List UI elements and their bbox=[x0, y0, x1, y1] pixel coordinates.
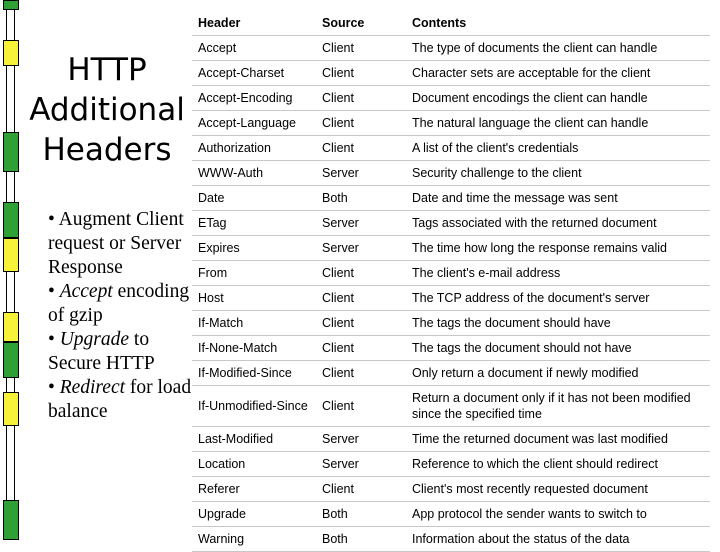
cell-source: Client bbox=[322, 366, 354, 380]
cell-header-name: If-Match bbox=[198, 316, 244, 330]
bullet-prefix: • bbox=[48, 209, 59, 230]
cell-contents: Date and time the message was sent bbox=[412, 191, 618, 205]
decorative-side-bar bbox=[0, 0, 22, 540]
table-row bbox=[192, 452, 710, 477]
cell-header-name: Accept-Encoding bbox=[198, 91, 293, 105]
bullet-text: for load balance bbox=[48, 377, 192, 422]
bullet-prefix: • bbox=[48, 377, 60, 398]
cell-source: Server bbox=[322, 216, 359, 230]
cell-header-name: Date bbox=[198, 191, 225, 205]
cell-header-name: Warning bbox=[198, 532, 245, 546]
cell-contents: The natural language the client can handle bbox=[412, 116, 649, 130]
side-bar-segment bbox=[3, 202, 19, 238]
cell-source: Both bbox=[322, 507, 348, 521]
table-row bbox=[192, 86, 710, 111]
cell-header-name: Accept-Language bbox=[198, 116, 296, 130]
cell-contents: A list of the client's credentials bbox=[412, 141, 579, 155]
cell-header-name: Last-Modified bbox=[198, 432, 274, 446]
title-line: HTTP bbox=[67, 52, 147, 88]
cell-contents: Character sets are acceptable for the client bbox=[412, 66, 651, 80]
table-row bbox=[192, 502, 710, 527]
table-row bbox=[192, 186, 710, 211]
cell-contents: Client's most recently requested document bbox=[412, 482, 648, 496]
column-header-contents: Contents bbox=[412, 16, 467, 30]
table-header-row bbox=[192, 11, 710, 36]
side-bar-segment bbox=[3, 500, 19, 540]
bullet-prefix: • bbox=[48, 281, 60, 302]
table-row bbox=[192, 311, 710, 336]
cell-contents: Security challenge to the client bbox=[412, 166, 582, 180]
cell-header-name: If-Modified-Since bbox=[198, 366, 292, 380]
http-headers-table bbox=[192, 11, 710, 552]
cell-header-name: Upgrade bbox=[198, 507, 246, 521]
cell-contents: The tags the document should have bbox=[412, 316, 611, 330]
bullet-prefix: • bbox=[48, 329, 60, 350]
cell-contents: Only return a document if newly modified bbox=[412, 366, 639, 380]
table-row bbox=[192, 386, 710, 427]
title-line: Headers bbox=[42, 132, 172, 168]
cell-source: Client bbox=[322, 91, 354, 105]
cell-header-name: Expires bbox=[198, 241, 240, 255]
table-row bbox=[192, 336, 710, 361]
bullet-list bbox=[48, 208, 198, 424]
cell-header-name: Host bbox=[198, 291, 224, 305]
cell-header-name: ETag bbox=[198, 216, 227, 230]
cell-source: Client bbox=[322, 141, 354, 155]
cell-source: Client bbox=[322, 291, 354, 305]
cell-header-name: Authorization bbox=[198, 141, 271, 155]
cell-source: Client bbox=[322, 116, 354, 130]
cell-source: Client bbox=[322, 341, 354, 355]
cell-contents: The tags the document should not have bbox=[412, 341, 632, 355]
cell-contents: The TCP address of the document's server bbox=[412, 291, 650, 305]
cell-header-name: Location bbox=[198, 457, 246, 471]
table-row bbox=[192, 161, 710, 186]
table-row bbox=[192, 36, 710, 61]
cell-contents: The time how long the response remains valid bbox=[412, 241, 667, 255]
column-header-header: Header bbox=[198, 16, 241, 30]
cell-contents: Information about the status of the data bbox=[412, 532, 630, 546]
column-header-source: Source bbox=[322, 16, 365, 30]
side-bar-segment bbox=[3, 342, 19, 378]
bullet-emphasis: Redirect bbox=[59, 377, 126, 398]
title-line: Additional bbox=[29, 92, 185, 128]
cell-contents: Reference to which the client should redirect bbox=[412, 457, 658, 471]
bullet-emphasis: Upgrade bbox=[59, 329, 130, 350]
table-row bbox=[192, 136, 710, 161]
cell-contents: App protocol the sender wants to switch to bbox=[412, 507, 647, 521]
cell-header-name: Accept-Charset bbox=[198, 66, 285, 80]
cell-contents: Tags associated with the returned document bbox=[412, 216, 657, 230]
cell-source: Client bbox=[322, 482, 354, 496]
cell-header-name: Accept bbox=[198, 41, 237, 55]
cell-source: Client bbox=[322, 399, 354, 413]
cell-contents: Time the returned document was last modified bbox=[412, 432, 668, 446]
cell-source: Both bbox=[322, 191, 348, 205]
cell-header-name: WWW-Auth bbox=[198, 166, 264, 180]
cell-source: Server bbox=[322, 457, 359, 471]
table-row bbox=[192, 477, 710, 502]
cell-contents: Document encodings the client can handle bbox=[412, 91, 648, 105]
cell-source: Server bbox=[322, 432, 359, 446]
slide-title bbox=[22, 50, 192, 170]
side-bar-segment bbox=[3, 312, 19, 342]
bullet-text: to Secure HTTP bbox=[48, 329, 155, 374]
table-row bbox=[192, 527, 710, 552]
bullet-item bbox=[48, 208, 198, 280]
cell-source: Both bbox=[322, 532, 348, 546]
side-bar-segment bbox=[3, 238, 19, 272]
table-row bbox=[192, 261, 710, 286]
bullet-emphasis: Accept bbox=[59, 281, 113, 302]
cell-source: Client bbox=[322, 316, 354, 330]
cell-contents: The client's e-mail address bbox=[412, 266, 561, 280]
bullet-item bbox=[48, 280, 198, 328]
cell-source: Server bbox=[322, 166, 359, 180]
side-bar-segment bbox=[3, 0, 19, 10]
side-bar-segment bbox=[3, 392, 19, 426]
side-bar-segment bbox=[3, 40, 19, 66]
table-row bbox=[192, 61, 710, 86]
bullet-item bbox=[48, 328, 198, 376]
bullet-text: Augment Client request or Server Response bbox=[48, 209, 184, 278]
cell-header-name: If-Unmodified-Since bbox=[198, 399, 308, 413]
table-row bbox=[192, 211, 710, 236]
table-row bbox=[192, 427, 710, 452]
cell-contents: Return a document only if it has not been modified since the specified time bbox=[412, 391, 691, 421]
cell-header-name: If-None-Match bbox=[198, 341, 278, 355]
cell-contents: The type of documents the client can handle bbox=[412, 41, 658, 55]
cell-source: Client bbox=[322, 41, 354, 55]
cell-source: Client bbox=[322, 66, 354, 80]
cell-source: Client bbox=[322, 266, 354, 280]
table-row bbox=[192, 236, 710, 261]
bullet-text: encoding of gzip bbox=[48, 281, 190, 326]
table-row bbox=[192, 111, 710, 136]
cell-header-name: From bbox=[198, 266, 228, 280]
table-row bbox=[192, 286, 710, 311]
table-body bbox=[192, 36, 710, 552]
side-bar-segment bbox=[3, 132, 19, 172]
cell-source: Server bbox=[322, 241, 359, 255]
table-row bbox=[192, 361, 710, 386]
bullet-item bbox=[48, 376, 198, 424]
cell-header-name: Referer bbox=[198, 482, 240, 496]
